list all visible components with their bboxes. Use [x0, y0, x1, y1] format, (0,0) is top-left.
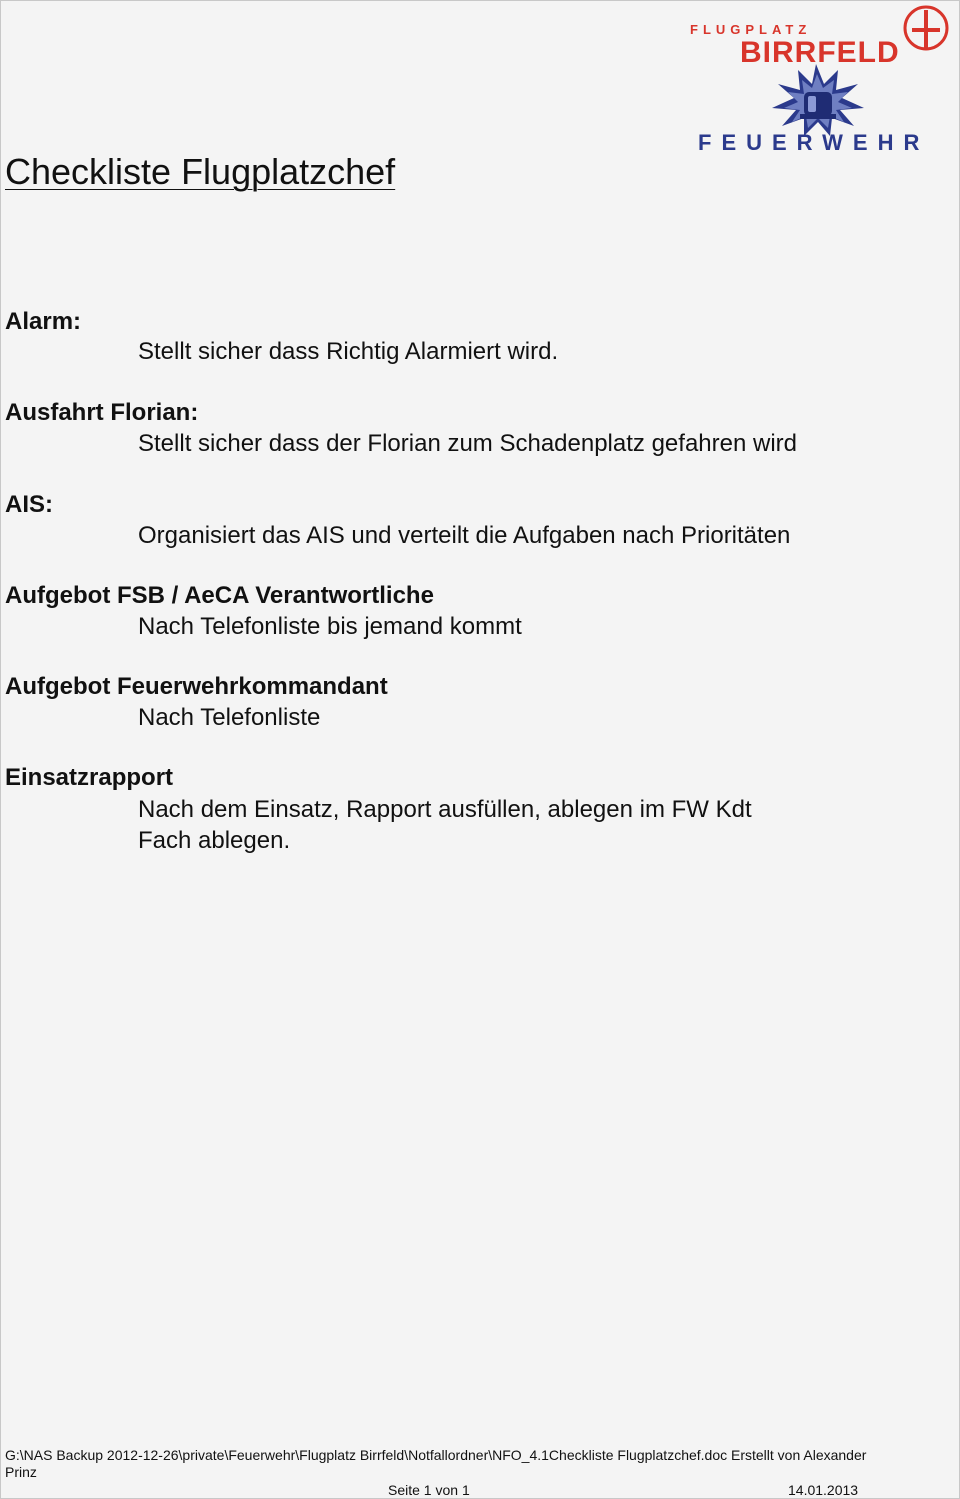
logo-top-text: FLUGPLATZ [690, 22, 812, 37]
section-heading-ausfahrt-florian: Ausfahrt Florian: [5, 399, 199, 426]
section-text-einsatzrapport-line2: Fach ablegen. [138, 827, 291, 854]
logo-bottom-text: FEUERWEHR [698, 130, 930, 155]
section-heading-aufgebot-fsb: Aufgebot FSB / AeCA Verantwortliche [5, 582, 434, 609]
section-text-aufgebot-fsb: Nach Telefonliste bis jemand kommt [138, 613, 522, 640]
footer-file-path: G:\NAS Backup 2012-12-26\private\Feuerwehr\Flugplatz Birrfeld\Notfallordner\NFO_4.1Checkliste Flugplatzchef.doc Erstellt von Alexander Prinz [5, 1447, 867, 1480]
section-heading-alarm: Alarm: [5, 308, 82, 335]
page-title: Checkliste Flugplatzchef [5, 151, 396, 192]
siren-icon [772, 64, 864, 136]
section-text-aufgebot-kommandant: Nach Telefonliste [138, 704, 321, 731]
flugplatz-birrfeld-feuerwehr-logo [688, 4, 956, 160]
section-text-einsatzrapport-line1: Nach dem Einsatz, Rapport ausfüllen, ablegen im FW Kdt [138, 796, 752, 823]
footer-date: 14.01.2013 [788, 1482, 859, 1498]
section-text-ausfahrt-florian: Stellt sicher dass der Florian zum Schadenplatz gefahren wird [138, 430, 797, 457]
section-heading-einsatzrapport: Einsatzrapport [5, 764, 174, 791]
section-heading-aufgebot-kommandant: Aufgebot Feuerwehrkommandant [5, 673, 388, 700]
airfield-emblem-icon [905, 7, 947, 49]
section-text-alarm: Stellt sicher dass Richtig Alarmiert wird. [138, 338, 559, 365]
logo-main-text: BIRRFELD [740, 36, 900, 69]
section-heading-ais: AIS: [5, 491, 53, 518]
footer-page-number: Seite 1 von 1 [388, 1482, 470, 1498]
section-text-ais: Organisiert das AIS und verteilt die Aufgaben nach Prioritäten [138, 522, 791, 549]
